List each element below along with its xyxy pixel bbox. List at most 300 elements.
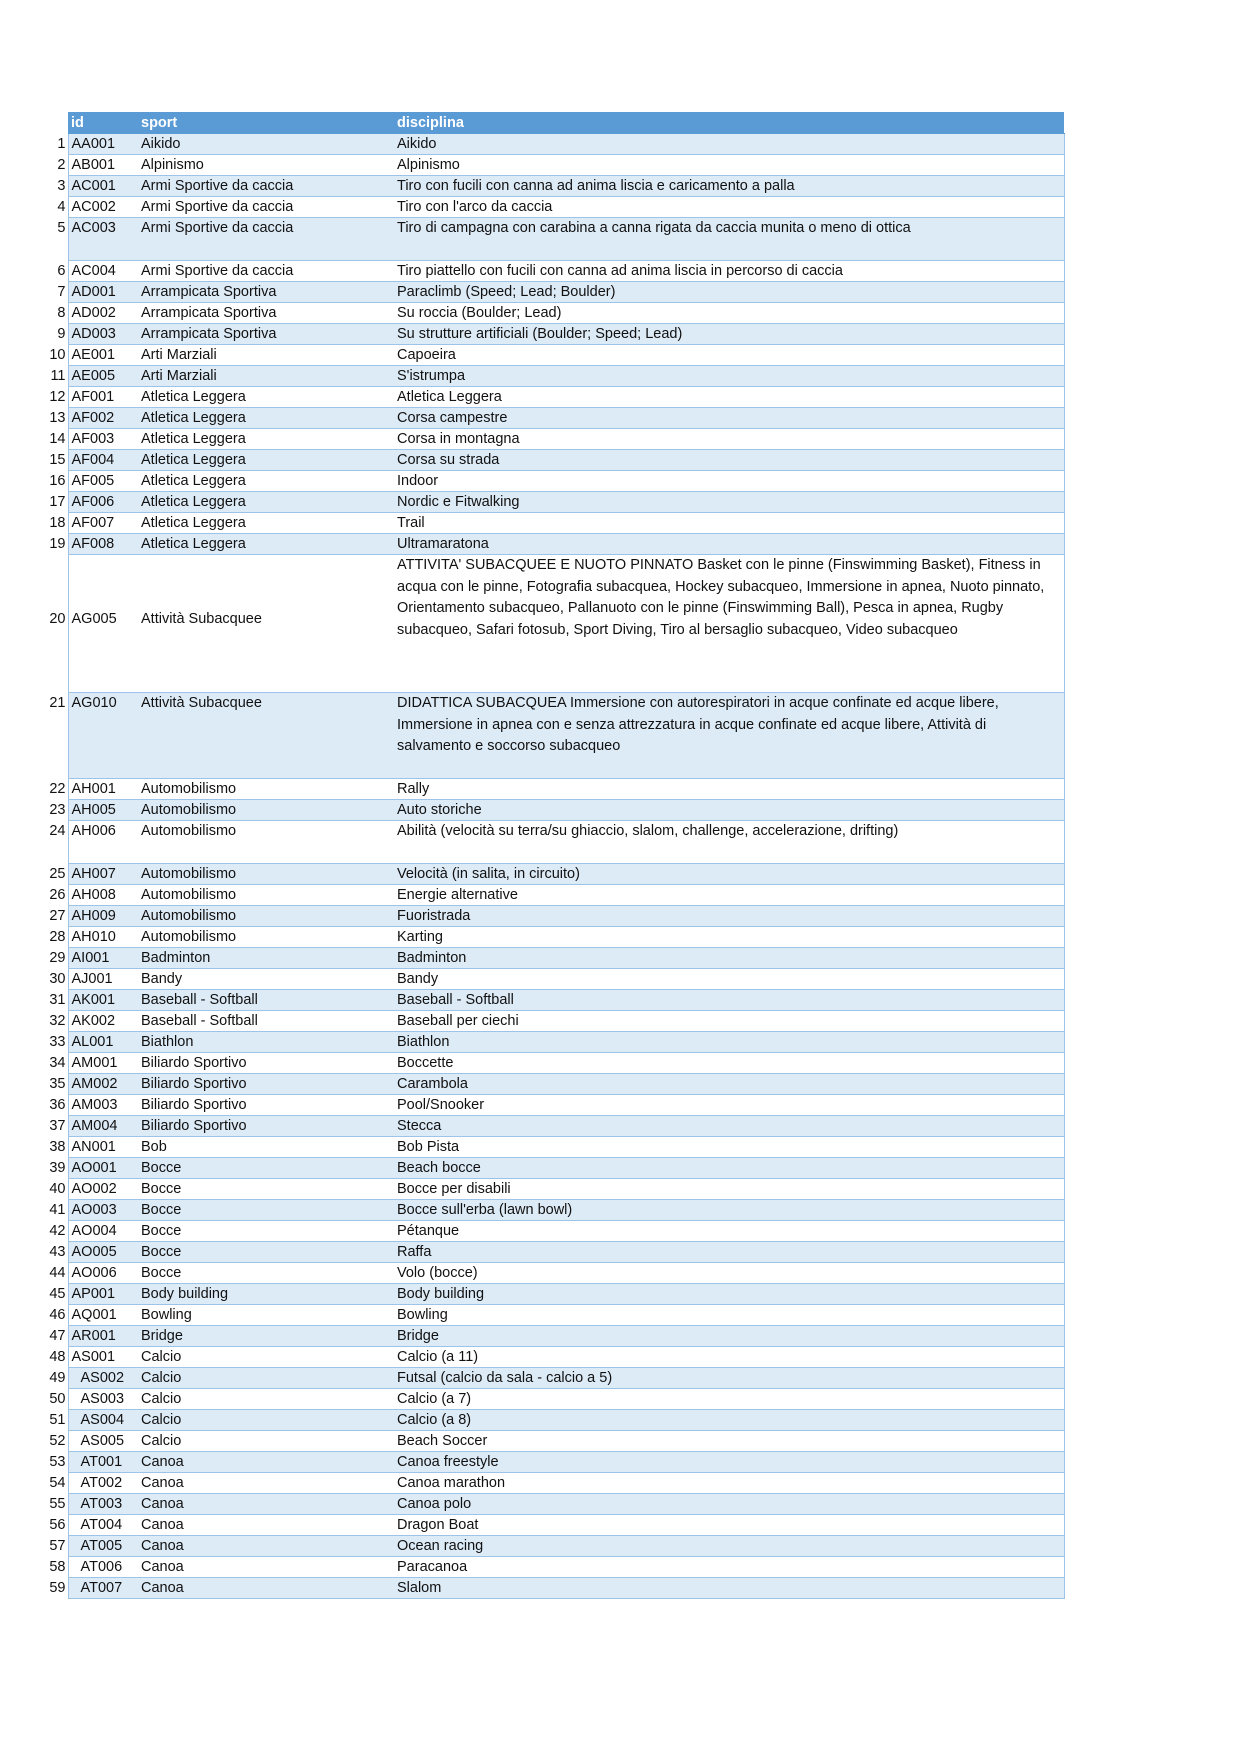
cell-disciplina[interactable]: DIDATTICA SUBACQUEA Immersione con autorespiratori in acque confinate ed acque libere, Immersione in apnea con e senza attrezzatura in acque confinate ed acque libere, Attività di salvamento e soccorso subacqueo: [394, 693, 1064, 779]
cell-id[interactable]: AT007: [68, 1578, 138, 1599]
cell-id[interactable]: AM004: [68, 1116, 138, 1137]
cell-sport[interactable]: Automobilismo: [138, 906, 394, 927]
table-row[interactable]: [41, 1515, 1064, 1536]
cell-sport[interactable]: Calcio: [138, 1410, 394, 1431]
cell-sport[interactable]: Atletica Leggera: [138, 492, 394, 513]
cell-disciplina[interactable]: Paracanoa: [394, 1557, 1064, 1578]
cell-sport[interactable]: Bridge: [138, 1326, 394, 1347]
row-number: 4: [57, 198, 66, 215]
row-number: 54: [49, 1474, 66, 1491]
table-row[interactable]: [41, 1452, 1064, 1473]
cell-disciplina[interactable]: Beach bocce: [394, 1158, 1064, 1179]
table-row[interactable]: [41, 1053, 1064, 1074]
table-row[interactable]: [41, 1494, 1064, 1515]
row-number: 52: [49, 1432, 66, 1449]
cell-disciplina[interactable]: Pool/Snooker: [394, 1095, 1064, 1116]
row-number: 16: [49, 472, 66, 489]
cell-disciplina[interactable]: Nordic e Fitwalking: [394, 492, 1064, 513]
row-number: 9: [57, 325, 66, 342]
cell-id[interactable]: AH006: [68, 821, 138, 864]
cell-id[interactable]: AN001: [68, 1137, 138, 1158]
row-number: 56: [49, 1516, 66, 1533]
cell-disciplina[interactable]: Baseball - Softball: [394, 990, 1064, 1011]
row-number: 20: [49, 610, 66, 627]
table-row[interactable]: [41, 324, 1064, 345]
cell-sport[interactable]: Automobilismo: [138, 779, 394, 800]
table-row[interactable]: [41, 1473, 1064, 1494]
row-number: 31: [49, 991, 66, 1008]
table-row[interactable]: [41, 534, 1064, 555]
cell-id[interactable]: AH009: [68, 906, 138, 927]
cell-sport[interactable]: Bocce: [138, 1158, 394, 1179]
cell-sport[interactable]: Armi Sportive da caccia: [138, 176, 394, 197]
table-row[interactable]: [41, 1116, 1064, 1137]
row-number: 42: [49, 1222, 66, 1239]
cell-disciplina[interactable]: Velocità (in salita, in circuito): [394, 864, 1064, 885]
table-row[interactable]: [41, 1179, 1064, 1200]
cell-id[interactable]: AA001: [68, 134, 138, 155]
cell-id[interactable]: AK001: [68, 990, 138, 1011]
cell-id[interactable]: AO001: [68, 1158, 138, 1179]
table-row[interactable]: [41, 513, 1064, 534]
cell-id[interactable]: AM001: [68, 1053, 138, 1074]
row-number: 37: [49, 1117, 66, 1134]
cell-disciplina[interactable]: Baseball per ciechi: [394, 1011, 1064, 1032]
table-row[interactable]: [41, 1431, 1064, 1452]
row-number: 46: [49, 1306, 66, 1323]
cell-id[interactable]: AD002: [68, 303, 138, 324]
table-row[interactable]: [41, 345, 1064, 366]
row-number: 48: [49, 1348, 66, 1365]
cell-disciplina[interactable]: Canoa marathon: [394, 1473, 1064, 1494]
row-number: 19: [49, 535, 66, 552]
row-number: 43: [49, 1243, 66, 1260]
cell-id[interactable]: AD003: [68, 324, 138, 345]
cell-sport[interactable]: Atletica Leggera: [138, 450, 394, 471]
table-row[interactable]: [41, 492, 1064, 513]
cell-disciplina[interactable]: Atletica Leggera: [394, 387, 1064, 408]
cell-disciplina[interactable]: Bandy: [394, 969, 1064, 990]
cell-disciplina[interactable]: Paraclimb (Speed; Lead; Boulder): [394, 282, 1064, 303]
table-row[interactable]: [41, 1536, 1064, 1557]
table-row[interactable]: [41, 1368, 1064, 1389]
cell-sport[interactable]: Arrampicata Sportiva: [138, 282, 394, 303]
cell-disciplina[interactable]: Biathlon: [394, 1032, 1064, 1053]
cell-sport[interactable]: Automobilismo: [138, 885, 394, 906]
cell-id[interactable]: AM003: [68, 1095, 138, 1116]
cell-sport[interactable]: Automobilismo: [138, 821, 394, 864]
cell-id[interactable]: AD001: [68, 282, 138, 303]
cell-id[interactable]: AF002: [68, 408, 138, 429]
table-row[interactable]: [41, 1095, 1064, 1116]
row-number: 5: [57, 219, 66, 236]
cell-sport[interactable]: Canoa: [138, 1515, 394, 1536]
cell-sport[interactable]: Atletica Leggera: [138, 534, 394, 555]
cell-sport[interactable]: Bocce: [138, 1221, 394, 1242]
table-row[interactable]: [41, 1557, 1064, 1578]
cell-disciplina[interactable]: Bridge: [394, 1326, 1064, 1347]
cell-sport[interactable]: Biathlon: [138, 1032, 394, 1053]
row-number-header: [41, 113, 68, 134]
row-number: 38: [49, 1138, 66, 1155]
cell-disciplina[interactable]: Stecca: [394, 1116, 1064, 1137]
cell-disciplina[interactable]: Energie alternative: [394, 885, 1064, 906]
cell-disciplina[interactable]: Volo (bocce): [394, 1263, 1064, 1284]
cell-disciplina[interactable]: Abilità (velocità su terra/su ghiaccio, slalom, challenge, accelerazione, drifting): [394, 821, 1064, 864]
cell-sport[interactable]: Aikido: [138, 134, 394, 155]
cell-id[interactable]: AO005: [68, 1242, 138, 1263]
table-row[interactable]: [41, 1389, 1064, 1410]
cell-sport[interactable]: Canoa: [138, 1578, 394, 1599]
row-number: 13: [49, 409, 66, 426]
row-number: 49: [49, 1369, 66, 1386]
row-number: 50: [49, 1390, 66, 1407]
row-number: 47: [49, 1327, 66, 1344]
cell-id[interactable]: AJ001: [68, 969, 138, 990]
cell-sport[interactable]: Arrampicata Sportiva: [138, 324, 394, 345]
cell-id[interactable]: AT001: [68, 1452, 138, 1473]
row-number: 28: [49, 928, 66, 945]
cell-id[interactable]: AH010: [68, 927, 138, 948]
cell-disciplina[interactable]: Alpinismo: [394, 155, 1064, 176]
cell-disciplina[interactable]: Rally: [394, 779, 1064, 800]
cell-disciplina[interactable]: Tiro di campagna con carabina a canna rigata da caccia munita o meno di ottica: [394, 218, 1064, 261]
row-number: 34: [49, 1054, 66, 1071]
cell-sport[interactable]: Biliardo Sportivo: [138, 1095, 394, 1116]
table-row[interactable]: [41, 906, 1064, 927]
cell-sport[interactable]: Canoa: [138, 1557, 394, 1578]
row-number: 6: [57, 262, 66, 279]
table-row[interactable]: [41, 155, 1064, 176]
column-header-id[interactable]: id: [68, 113, 138, 134]
cell-disciplina[interactable]: Pétanque: [394, 1221, 1064, 1242]
cell-disciplina[interactable]: Trail: [394, 513, 1064, 534]
cell-disciplina[interactable]: Bocce sull'erba (lawn bowl): [394, 1200, 1064, 1221]
cell-disciplina[interactable]: ATTIVITA' SUBACQUEE E NUOTO PINNATO Basket con le pinne (Finswimming Basket), Fitness in acqua con le pinne, Fotografia subacquea, Hockey subacqueo, Immersione in apnea, Nuoto pinnato, Orientamento subacqueo, Pallanuoto con le pinne (Finswimming Ball), Pesca in apnea, Rugby subacqueo, Safari fotosub, Sport Diving, Tiro al bersaglio subacqueo, Video subacqueo: [394, 555, 1064, 693]
row-number: 59: [49, 1579, 66, 1596]
row-number: 53: [49, 1453, 66, 1470]
cell-id[interactable]: AF001: [68, 387, 138, 408]
cell-disciplina[interactable]: Body building: [394, 1284, 1064, 1305]
table-row[interactable]: [41, 471, 1064, 492]
cell-sport[interactable]: Atletica Leggera: [138, 408, 394, 429]
cell-sport[interactable]: Canoa: [138, 1452, 394, 1473]
cell-disciplina[interactable]: S'istrumpa: [394, 366, 1064, 387]
row-number: 14: [49, 430, 66, 447]
cell-id[interactable]: AG010: [68, 693, 138, 779]
cell-id[interactable]: AT002: [68, 1473, 138, 1494]
row-number: 8: [57, 304, 66, 321]
table-row[interactable]: [41, 408, 1064, 429]
cell-disciplina[interactable]: Bowling: [394, 1305, 1064, 1326]
cell-disciplina[interactable]: Auto storiche: [394, 800, 1064, 821]
cell-sport[interactable]: Atletica Leggera: [138, 471, 394, 492]
cell-sport[interactable]: Arrampicata Sportiva: [138, 303, 394, 324]
cell-sport[interactable]: Badminton: [138, 948, 394, 969]
table-row[interactable]: [41, 282, 1064, 303]
table-row[interactable]: [41, 821, 1064, 864]
cell-disciplina[interactable]: Corsa campestre: [394, 408, 1064, 429]
row-number: 30: [49, 970, 66, 987]
cell-id[interactable]: AQ001: [68, 1305, 138, 1326]
table-row[interactable]: [41, 1032, 1064, 1053]
cell-sport[interactable]: Arti Marziali: [138, 366, 394, 387]
cell-disciplina[interactable]: Canoa freestyle: [394, 1452, 1064, 1473]
row-number: 57: [49, 1537, 66, 1554]
cell-disciplina[interactable]: Calcio (a 8): [394, 1410, 1064, 1431]
cell-disciplina[interactable]: Indoor: [394, 471, 1064, 492]
cell-sport[interactable]: Attività Subacquee: [138, 555, 394, 693]
cell-id[interactable]: AF005: [68, 471, 138, 492]
cell-id[interactable]: AR001: [68, 1326, 138, 1347]
table-row[interactable]: [41, 1242, 1064, 1263]
cell-sport[interactable]: Armi Sportive da caccia: [138, 261, 394, 282]
table-row[interactable]: [41, 197, 1064, 218]
cell-sport[interactable]: Baseball - Softball: [138, 990, 394, 1011]
table-row[interactable]: [41, 927, 1064, 948]
table-row[interactable]: [41, 1074, 1064, 1095]
cell-id[interactable]: AS003: [68, 1389, 138, 1410]
cell-id[interactable]: AO002: [68, 1179, 138, 1200]
cell-disciplina[interactable]: Calcio (a 11): [394, 1347, 1064, 1368]
cell-id[interactable]: AO004: [68, 1221, 138, 1242]
row-number: 10: [49, 346, 66, 363]
cell-disciplina[interactable]: Bocce per disabili: [394, 1179, 1064, 1200]
row-number: 23: [49, 801, 66, 818]
cell-id[interactable]: AO006: [68, 1263, 138, 1284]
table-row[interactable]: [41, 1011, 1064, 1032]
table-row[interactable]: [41, 693, 1064, 779]
cell-sport[interactable]: Bowling: [138, 1305, 394, 1326]
cell-disciplina[interactable]: Dragon Boat: [394, 1515, 1064, 1536]
cell-id[interactable]: AS002: [68, 1368, 138, 1389]
row-number: 12: [49, 388, 66, 405]
row-number: 25: [49, 865, 66, 882]
cell-sport[interactable]: Alpinismo: [138, 155, 394, 176]
cell-id[interactable]: AC001: [68, 176, 138, 197]
cell-id[interactable]: AT004: [68, 1515, 138, 1536]
cell-disciplina[interactable]: Carambola: [394, 1074, 1064, 1095]
cell-id[interactable]: AG005: [68, 555, 138, 693]
cell-disciplina[interactable]: Beach Soccer: [394, 1431, 1064, 1452]
row-number: 51: [49, 1411, 66, 1428]
cell-sport[interactable]: Calcio: [138, 1368, 394, 1389]
cell-sport[interactable]: Calcio: [138, 1389, 394, 1410]
cell-sport[interactable]: Automobilismo: [138, 800, 394, 821]
cell-sport[interactable]: Armi Sportive da caccia: [138, 218, 394, 261]
cell-id[interactable]: AL001: [68, 1032, 138, 1053]
cell-disciplina[interactable]: Su strutture artificiali (Boulder; Speed; Lead): [394, 324, 1064, 345]
cell-disciplina[interactable]: Calcio (a 7): [394, 1389, 1064, 1410]
cell-sport[interactable]: Bocce: [138, 1263, 394, 1284]
table-row[interactable]: [41, 864, 1064, 885]
cell-id[interactable]: AF008: [68, 534, 138, 555]
row-number: 32: [49, 1012, 66, 1029]
row-number: 36: [49, 1096, 66, 1113]
cell-sport[interactable]: Biliardo Sportivo: [138, 1053, 394, 1074]
cell-id[interactable]: AS005: [68, 1431, 138, 1452]
column-header-sport[interactable]: sport: [138, 113, 394, 134]
cell-sport[interactable]: Bob: [138, 1137, 394, 1158]
cell-id[interactable]: AC004: [68, 261, 138, 282]
cell-disciplina[interactable]: Corsa su strada: [394, 450, 1064, 471]
cell-disciplina[interactable]: Su roccia (Boulder; Lead): [394, 303, 1064, 324]
cell-id[interactable]: AK002: [68, 1011, 138, 1032]
row-number: 39: [49, 1159, 66, 1176]
row-number: 7: [57, 283, 66, 300]
table-row[interactable]: [41, 1158, 1064, 1179]
cell-disciplina[interactable]: Canoa polo: [394, 1494, 1064, 1515]
cell-sport[interactable]: Armi Sportive da caccia: [138, 197, 394, 218]
row-number: 15: [49, 451, 66, 468]
cell-id[interactable]: AF003: [68, 429, 138, 450]
row-number: 44: [49, 1264, 66, 1281]
table-row[interactable]: [41, 1284, 1064, 1305]
row-number: 11: [50, 367, 66, 384]
table-row[interactable]: [41, 779, 1064, 800]
table-row[interactable]: [41, 990, 1064, 1011]
table-row[interactable]: [41, 303, 1064, 324]
cell-id[interactable]: AE005: [68, 366, 138, 387]
table-row[interactable]: [41, 366, 1064, 387]
cell-disciplina[interactable]: Ultramaratona: [394, 534, 1064, 555]
cell-disciplina[interactable]: Fuoristrada: [394, 906, 1064, 927]
cell-id[interactable]: AH008: [68, 885, 138, 906]
cell-sport[interactable]: Automobilismo: [138, 927, 394, 948]
row-number: 24: [49, 822, 66, 839]
cell-id[interactable]: AO003: [68, 1200, 138, 1221]
table-row[interactable]: [41, 261, 1064, 282]
table-row[interactable]: [41, 800, 1064, 821]
cell-sport[interactable]: Calcio: [138, 1347, 394, 1368]
table-row[interactable]: [41, 450, 1064, 471]
cell-sport[interactable]: Arti Marziali: [138, 345, 394, 366]
table-row[interactable]: [41, 1578, 1064, 1599]
row-number: 55: [49, 1495, 66, 1512]
cell-id[interactable]: AH007: [68, 864, 138, 885]
cell-sport[interactable]: Atletica Leggera: [138, 513, 394, 534]
cell-sport[interactable]: Canoa: [138, 1536, 394, 1557]
cell-id[interactable]: AH001: [68, 779, 138, 800]
table-row[interactable]: [41, 429, 1064, 450]
row-number: 21: [49, 694, 66, 711]
cell-sport[interactable]: Attività Subacquee: [138, 693, 394, 779]
row-number: 35: [49, 1075, 66, 1092]
cell-disciplina[interactable]: Capoeira: [394, 345, 1064, 366]
cell-id[interactable]: AE001: [68, 345, 138, 366]
cell-disciplina[interactable]: Bob Pista: [394, 1137, 1064, 1158]
cell-sport[interactable]: Atletica Leggera: [138, 429, 394, 450]
table-row[interactable]: [41, 1221, 1064, 1242]
row-number: 26: [49, 886, 66, 903]
row-number: 33: [49, 1033, 66, 1050]
row-number: 41: [49, 1201, 66, 1218]
cell-id[interactable]: AF006: [68, 492, 138, 513]
row-number: 27: [49, 907, 66, 924]
cell-sport[interactable]: Automobilismo: [138, 864, 394, 885]
row-number: 18: [49, 514, 66, 531]
cell-sport[interactable]: Bandy: [138, 969, 394, 990]
cell-sport[interactable]: Bocce: [138, 1242, 394, 1263]
cell-disciplina[interactable]: Aikido: [394, 134, 1064, 155]
cell-id[interactable]: AS004: [68, 1410, 138, 1431]
column-header-disciplina[interactable]: disciplina: [394, 113, 1064, 134]
disciplines-table: [41, 112, 1065, 1599]
cell-id[interactable]: AC003: [68, 218, 138, 261]
row-number: 17: [49, 493, 66, 510]
cell-sport[interactable]: Biliardo Sportivo: [138, 1116, 394, 1137]
row-number: 1: [57, 135, 66, 152]
table-row[interactable]: [41, 885, 1064, 906]
cell-disciplina[interactable]: Corsa in montagna: [394, 429, 1064, 450]
table-row[interactable]: [41, 1263, 1064, 1284]
cell-id[interactable]: AH005: [68, 800, 138, 821]
cell-id[interactable]: AT005: [68, 1536, 138, 1557]
row-number: 45: [49, 1285, 66, 1302]
cell-sport[interactable]: Canoa: [138, 1494, 394, 1515]
row-number: 58: [49, 1558, 66, 1575]
row-number: 29: [49, 949, 66, 966]
table-row[interactable]: [41, 1200, 1064, 1221]
table-row[interactable]: [41, 555, 1064, 693]
cell-sport[interactable]: Body building: [138, 1284, 394, 1305]
row-number: 3: [57, 177, 66, 194]
cell-disciplina[interactable]: Boccette: [394, 1053, 1064, 1074]
table-row[interactable]: [41, 176, 1064, 197]
cell-id[interactable]: AS001: [68, 1347, 138, 1368]
table-row[interactable]: [41, 1137, 1064, 1158]
table-row[interactable]: [41, 134, 1064, 155]
cell-id[interactable]: AC002: [68, 197, 138, 218]
cell-disciplina[interactable]: Tiro con l'arco da caccia: [394, 197, 1064, 218]
cell-disciplina[interactable]: Karting: [394, 927, 1064, 948]
cell-sport[interactable]: Bocce: [138, 1179, 394, 1200]
cell-sport[interactable]: Atletica Leggera: [138, 387, 394, 408]
table-row[interactable]: [41, 1410, 1064, 1431]
cell-disciplina[interactable]: Tiro con fucili con canna ad anima liscia e caricamento a palla: [394, 176, 1064, 197]
table-row[interactable]: [41, 218, 1064, 261]
cell-disciplina[interactable]: Badminton: [394, 948, 1064, 969]
cell-sport[interactable]: Bocce: [138, 1200, 394, 1221]
table-row[interactable]: [41, 1305, 1064, 1326]
cell-disciplina[interactable]: Ocean racing: [394, 1536, 1064, 1557]
cell-disciplina[interactable]: Raffa: [394, 1242, 1064, 1263]
cell-disciplina[interactable]: Futsal (calcio da sala - calcio a 5): [394, 1368, 1064, 1389]
cell-id[interactable]: AI001: [68, 948, 138, 969]
cell-id[interactable]: AF007: [68, 513, 138, 534]
table-row[interactable]: [41, 387, 1064, 408]
table-row[interactable]: [41, 948, 1064, 969]
row-number: 2: [57, 156, 66, 173]
header-row: [41, 113, 1064, 134]
cell-sport[interactable]: Calcio: [138, 1431, 394, 1452]
cell-sport[interactable]: Baseball - Softball: [138, 1011, 394, 1032]
cell-id[interactable]: AM002: [68, 1074, 138, 1095]
row-number: 40: [49, 1180, 66, 1197]
table-row[interactable]: [41, 969, 1064, 990]
cell-id[interactable]: AP001: [68, 1284, 138, 1305]
table-row[interactable]: [41, 1347, 1064, 1368]
cell-id[interactable]: AB001: [68, 155, 138, 176]
cell-id[interactable]: AF004: [68, 450, 138, 471]
cell-disciplina[interactable]: Slalom: [394, 1578, 1064, 1599]
cell-disciplina[interactable]: Tiro piattello con fucili con canna ad anima liscia in percorso di caccia: [394, 261, 1064, 282]
cell-id[interactable]: AT003: [68, 1494, 138, 1515]
cell-sport[interactable]: Biliardo Sportivo: [138, 1074, 394, 1095]
cell-sport[interactable]: Canoa: [138, 1473, 394, 1494]
table-row[interactable]: [41, 1326, 1064, 1347]
cell-id[interactable]: AT006: [68, 1557, 138, 1578]
